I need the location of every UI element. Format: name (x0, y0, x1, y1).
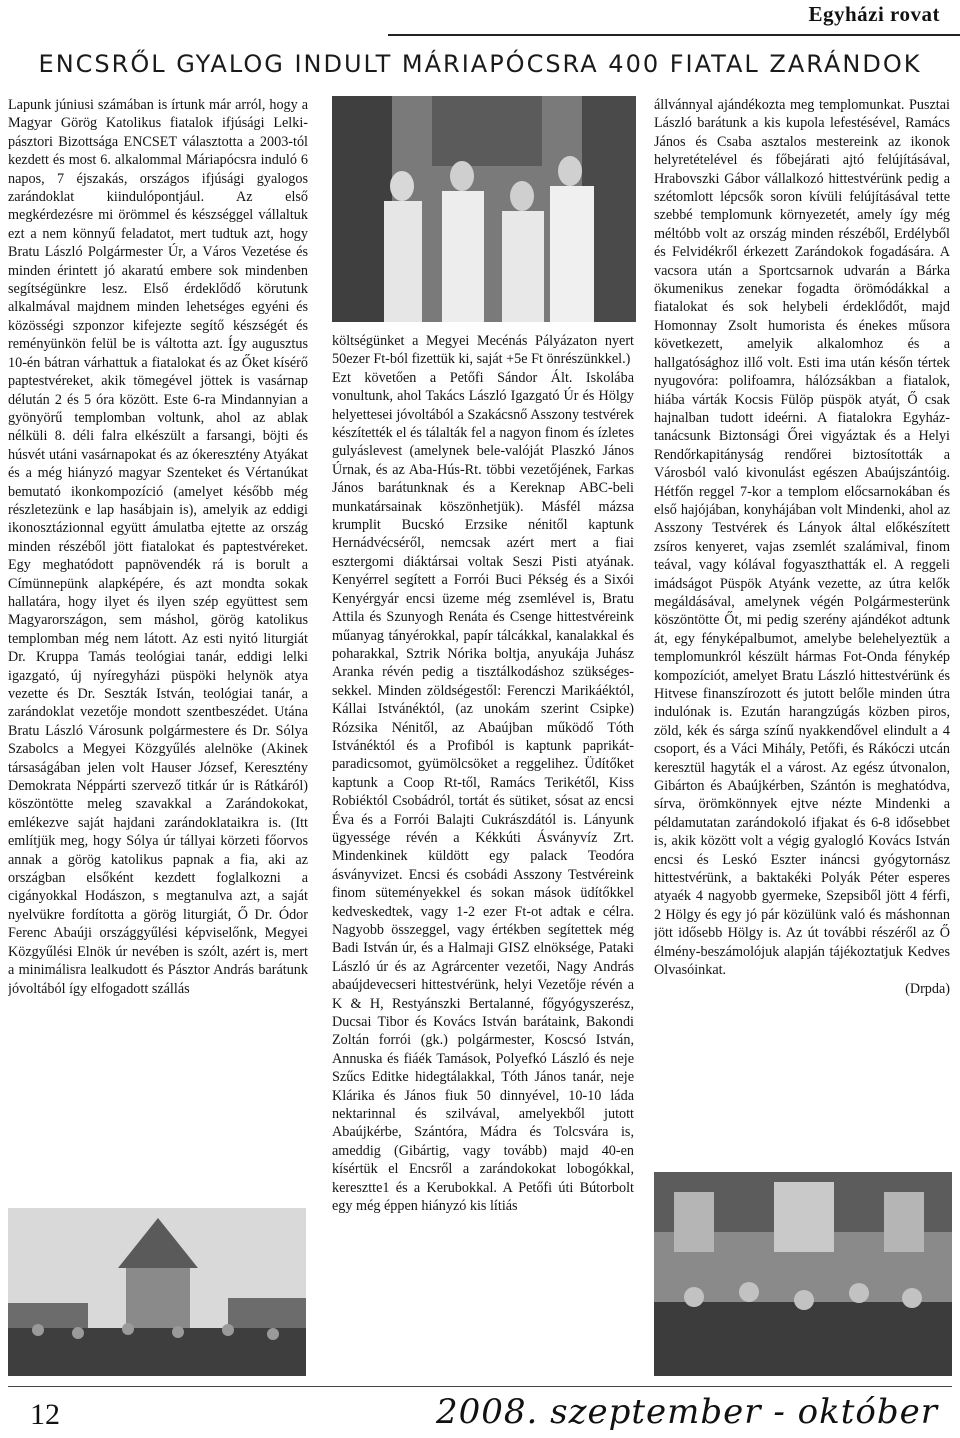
photo-hall-illustration (654, 1172, 952, 1376)
article-paragraph: költségünket a Megyei Mecénás Pályázaton nyert 50ezer Ft-ból fizettük ki, saját +5e Ft önrészünkkel.) (332, 333, 634, 368)
section-header (388, 0, 960, 36)
article-column-3 (654, 96, 950, 1176)
article-paragraph: állvánnyal ajándékozta meg templomunkat. Pusztai László barátunk a kis kupola lefestésével, Ramács János és Csaba asztalos mestereink az ikonok helyretételével és főbejárati ajtó felújításával, Hrabovszki Gábor vállalkozó hittestvérünk pedig a szétomlott lépcsők soron kívüli felújításával tette szebbé templomunk környezetét, amely így még méltóbb volt az ország minden részéből, Erdélyből és Felvidékről érkezett Zarándokok fogadására. A vacsora után a Sportcsarnok udvarán a Bárka ökumenikus zenekar fogadta örömódákkal a fiatalokat és sok helybeli érdeklődőt, majd Homonnay Zsolt humorista és énekes műsora következett, amelyik alkalomhoz és a hallgatósághoz illő volt. Esti ima után későn tértek nyugovóra: polifoamra, hálózsákban a fiatalok, hiába várták Kocsis Fülöp püspök atyát, Ő csak hajnalban tudott ideérni. A fiatalokra Egyház-tanácsunk Biztonsági Őrei vigyáztak és a Helyi Rendőrkapitányság rendőrei biztosították a Városból való kivonulást egészen Abaújszántóig. Hétfőn reggel 7-kor a templom előcsarnokában és első hajójában, konyhájában volt Mindenki, ahol az Asszony Testvérek és Lányok által előkészített zsíros kenyeret, vajas zsemlét szalámival, finom teával, vagy kólával fogyaszthatták el. A reggeli imádságot Püspök Atyánk vezette, az útra kelők megáldásával, amelynek végén Polgármesterünk köszöntötte Őt, mi pedig szerény ajándékot adtunk át, egy fényképalbumot, amelybe belehelyeztük a templomunkról készült hármas Fot-Onda fénykép kompozíciót, amelyet Bratu László hittestvérünk és Hitvese finanszírozott és jutott belőle minden útra indulónak is. Ezután harangzúgás közben piros, zöld, kék és sárga színű nyakkendővel elindult a 4 csoport, és a Váci Mihály, Petőfi, és Rákóczi utcán keresztül hagyták el a várost. Az egész útvonalon, Gibárton és Abaújkérben, Szántón is meghatódva, sírva, örömkönnyek ejtve nézte Mindenki a példamutatan zarándokoló ifjakat és 6-8 idősebbet is, akik között volt a végig gyalogló Kovács István encsi és Leskó Eszter ináncsi gyógytornász hittestvérünk, a baktakéki Polyák Péter esperes atyaék 4 nagyobb gyermeke, Szepsiből jött 4 férfi, 2 Hölgy és egy jó pár közülünk való és máshonnan jött idősebb Hölgy is. Az út további részéről az Ő élmény-beszámolójuk alapján tájékoztatjuk Kedves Olvasóinkat. (654, 97, 950, 979)
article-column-2 (332, 332, 634, 1370)
article-column-1 (8, 96, 308, 1208)
photo-clergy-at-altar (332, 96, 636, 322)
footer-rule (8, 1386, 952, 1387)
article-paragraph: Lapunk júniusi számában is írtunk már arról, hogy a Magyar Görög Katolikus fiatalok ifjúsági Lelki-pásztori Bizottsága ENCSET választotta a 2003-tól kezdett és most 6. alkalommal Máriapócsra induló 6 napos, 7 éjszakás, országos ifjúsági gyalogos zarándoklat kiindulópontjául. Az első megkérdezésre mi örömmel és készséggel vállaltuk ezt a nem könnyű feladatot, mert tudtuk azt, hogy Bratu László Polgármester Úr, a Város Vezetése és minden érintett jó akaratú embere sok mindenben segítségünkre lesz. Első érdeklődő körutunk alkalmával majdnem minden lehetséges egyéni és közösségi szponzor kifejezte segítő készségét és reményünkön felül be is váltotta azt. Így augusztus 10-én bátran várhattuk a fiatalokat és az Őket kísérő paptestvéreket, akik tömegével jöttek is vasárnap délután 2 és 5 óra között. Este 6-ra Mindannyian a gyönyörű templomban voltunk, ahol az ablak nélküli 8. déli falra elkészült a farsangi, böjti és húsvét utáni vasárnapokat és az ókeresztény Atyákat és a még hiányzó magyar Szenteket és Vértanúkat bemutató ikonkompozíció (amelyet később még részletezünk e lap hasábjain is), amelyik az eddigi ikonosztázionnal együtt ámulatba ejtette az ország minden részéből jött fiatalokat és paptestvéreket. Egy meghatódott papnövendék rá is borult a Címünnepünk alapképére, és azt mondta sokak hallatára, hogy ilyet és ilyen szép együttest sem Magyarországon, sem máshol, görög katolikus templomban még nem látott. Az esti nyitó liturgiát Dr. Kruppa Tamás teológiai tanár, eddigi lelki igazgató, új nyíregyházi püspöki helynök atya vezette és Dr. Seszták István, teológiai tanár, a zarándoklat vezetője mondott szentbeszédet. Utána Bratu László Városunk polgármestere és Dr. Sólya Szabolcs a Megyei Közgyűlés alelnöke (Akinek társaságában jelen volt Hauser József, Keresztény Demokrata Néppárti szervező titkár úr is Rátkáról) köszöntötte meleg szavakkal a Zarándokokat, emlékezve saját hajdani zarándoklataikra is. (Itt említjük meg, hogy Sólya úr tállyai körzeti főorvos annak a görög katolikus papnak a fia, aki az országban elsőként kezdett foglalkozni a cigányokkal Hodászon, s megtanulva azt, a saját nyelvükre fordította a görög liturgiát, Ő Dr. Ódor Ferenc Abaúji országgyűlési képviselőnk, Megyei Közgyűlési Elnök úr nevében is szólt, azért is, mert a minimálisra lealkudott és Pásztor András barátunk jóvoltából így elfogadott szállás (8, 97, 308, 997)
photo-pilgrims-departing (8, 1208, 306, 1376)
photo-clergy-illustration (332, 96, 636, 322)
issue-date: 2008. szeptember - október (436, 1392, 938, 1432)
page-number: 12 (30, 1398, 60, 1431)
photo-gathering-hall (654, 1172, 952, 1376)
article-paragraph: Ezt követően a Petőfi Sándor Ált. Iskolába vonultunk, ahol Takács László Igazgató Úr és Hölgy helyettesei jóvoltából a Szakácsnő Asszony testvérek készítették el és tálalták fel a nagyon finom és ízletes gulyáslevest (amelynek bele-valóját Plaszkó János Úrnak, és az Aba-Hús-Rt. többi vezetőjének, Farkas János barátunknak és a Kereknap ABC-beli munkatársainak köszönhetjük). Másfél mázsa krumplit Bucskó Erzsike nénitől kaptunk Hernádvécséről, nemcsak azért mert a fiai esztergomi diáktársai voltak Seszi Pisti atyának. Kenyérrel segített a Forrói Buci Pékség és a Sixói Kenyérgyár encsi üzeme még zsemlével is, Bratu Attila és Szunyogh Renáta és Csenge hittestvéreink műanyag tányérokkal, papír tálcákkal, kanalakkal és poharakkal, Sztrik Nórika boltja, anyukája Juhász Aranka révén pedig a tisztálkodáshoz szükséges-sekkel. Minden zöldségestől: Ferenczi Marikáéktól, Kállai Istvánéktól, (az unokám szerint Csipke) Rózsika Nénitől, az Abaújban működő Tóth Istvánéktól és a Profiból is kaptunk paprikát-paradicsomot, gyümölcsöket a reggelihez. Üdítőket kaptunk a Coop Rt-től, Ramács Terikétől, Kiss Robiéktól Csobádról, tortát és sütiket, sósat az encsi Éva és a Forrói Balajti Cukrászdától is. Lányunk ügyessége révén a Kékkúti Ásványvíz Zrt. Mindenkinek küldött egy palack Teodóra ásványvizet. Encsi és csobádi Asszony Testvéreink finom süteményekkel és sokan mások üdítőkkel kedveskedtek, vagy 1-2 ezer Ft-ot adtak e célra. Nagyobb összeggel, vagy értékben segítettek még Badi István úr, és a Halmaji GISZ elnöksége, Pataki László úr és az Agrárcenter vezetői, Nagy András abaújdevecseri hittestvérünk, helyi Vezetője révén a K & H, Restyánszki Bertalanné, főgyógyszerész, Ducsai Tibor és Kovács István barátaink, Bakondi Zoltán forrói (gk.) polgármester, Koscsó István, Annuska és fiáék Tamások, Polyefkó László és neje Szűcs Editke hidegtálakkal, Tóth János tanár, neje Klárika és János fiuk 50 dinnyével, 10-10 láda nektarinnal és szilvával, amelyekből jutott Abaújkérbe, Szántóra, Mádra és Tolcsvára is, ameddig (Gibártig, vagy tovább) majd 40-en kísértük el Encsről a zarándokokat lobogókkal, keresztte1 és a Kerubokkal. A Petőfi úti Bútorbolt egy még éppen hiányzó kis lítiás (332, 369, 634, 1215)
section-title: Egyházi rovat (808, 2, 940, 26)
photo-pilgrims-illustration (8, 1208, 306, 1376)
author-signature: (Drpda) (905, 980, 950, 997)
article-title: ENCSRŐL GYALOG INDULT MÁRIAPÓCSRA 400 FIATAL ZARÁNDOK (38, 50, 922, 78)
